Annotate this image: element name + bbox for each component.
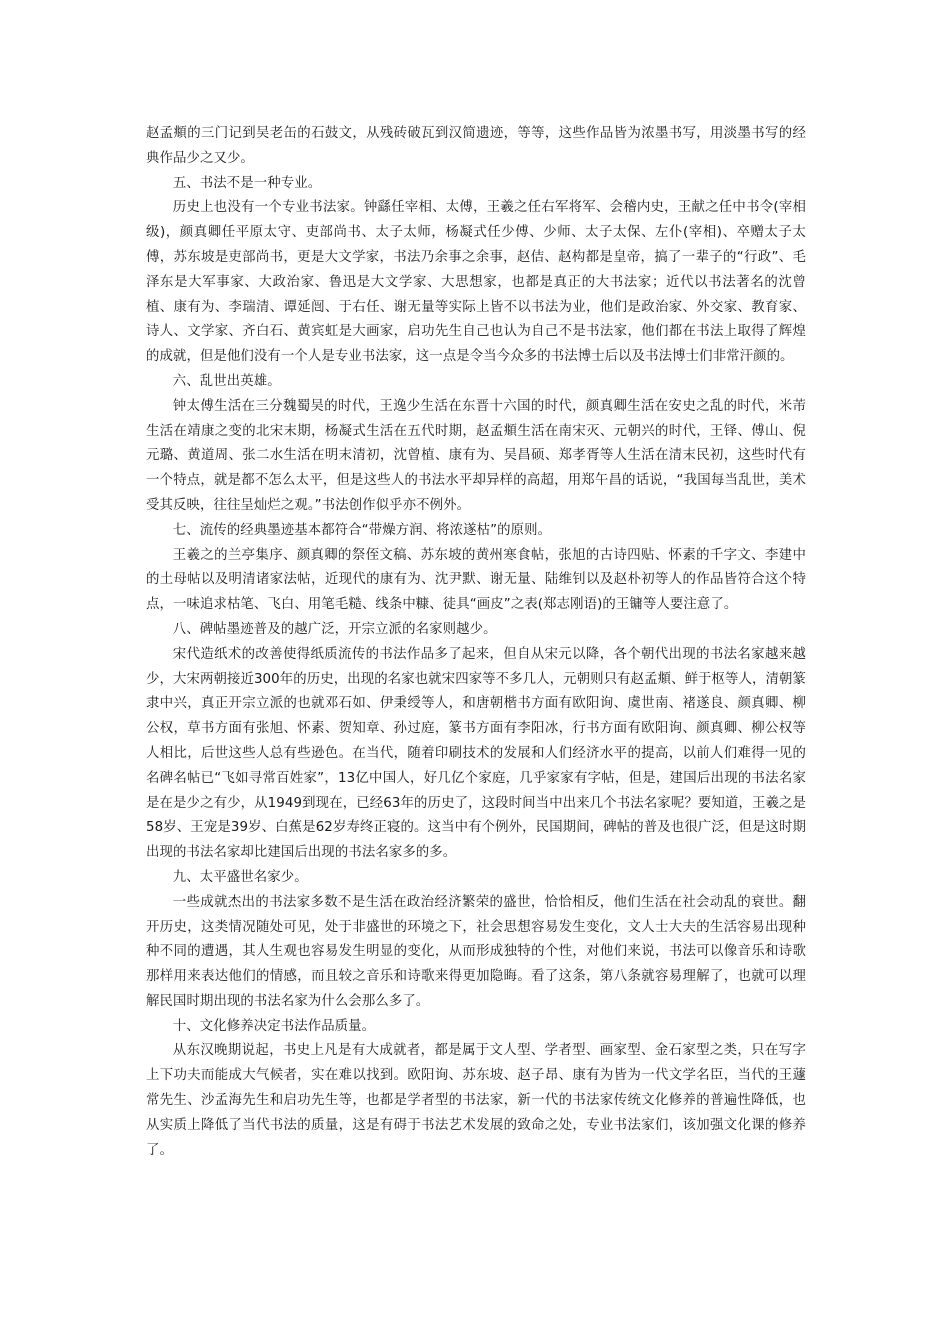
section-heading-5: 五、书法不是一种专业。 <box>172 175 322 191</box>
paragraph-section-6: 钟太傅生活在三分魏蜀吴的时代，王逸少生活在东晋十六国的时代，颜真卿生活在安史之乱的时代，米芾生活在靖康之变的北宋末期，杨凝式生活在五代时期，赵孟頫生活在南宋灭、元朝兴的时代，王铎、傅山、倪元璐、黄道周、张二水生活在明末清初，沈曾植、康有为、吴昌硕、郑孝胥等人生活在清末民初，这些时代有一个特点，就是都不怎么太平，但是这些人的书法水平却异样的高超，用郑午昌的话说，“我国每当乱世，美术受其反映，往往呈灿烂之观。”书法创作似乎亦不例外。 <box>146 398 806 513</box>
section-heading-6: 六、乱世出英雄。 <box>172 373 281 389</box>
paragraph-section-7: 王羲之的兰亭集序、颜真卿的祭侄文稿、苏东坡的黄州寒食帖，张旭的古诗四贴、怀素的千字文、李建中的土母帖以及明清诸家法帖，近现代的康有为、沈尹默、谢无量、陆维钊以及赵朴初等人的作品皆符合这个特点，一味追求枯笔、飞白、用笔毛糙、线条中糠、徒具“画皮”之表(郑志刚语)的王镛等人要注意了。 <box>146 547 806 613</box>
paragraph-section-8: 宋代造纸术的改善使得纸质流传的书法作品多了起来，但自从宋元以降，各个朝代出现的书法名家越来越少，大宋两朝接近300年的历史，出现的名家也就宋四家等不多几人，元朝则只有赵孟頫、鲜于枢等人，清朝篆隶中兴，真正开宗立派的也就邓石如、伊秉绶等人，和唐朝楷书方面有欧阳询、虞世南、褚遂良、颜真卿、柳公权，草书方面有张旭、怀素、贺知章、孙过庭，篆书方面有李阳冰，行书方面有欧阳询、颜真卿、柳公权等人相比，后世这些人总有些逊色。在当代，随着印刷技术的发展和人们经济水平的提高，以前人们难得一见的名碑名帖已“飞如寻常百姓家”，13亿中国人，好几亿个家庭，几乎家家有字帖，但是，建国后出现的书法名家是在是少之有少，从1949到现在，已经63年的历史了，这段时间当中出来几个书法名家呢？要知道，王羲之是58岁、王宠是39岁、白蕉是62岁寿终正寝的。这当中有个例外，民国期间，碑帖的普及也很广泛，但是这时期出现的书法名家却比建国后出现的书法名家多的多。 <box>146 646 806 861</box>
section-heading-10: 十、文化修养决定书法作品质量。 <box>172 1018 376 1034</box>
section-heading-7: 七、流传的经典墨迹基本都符合“带燥方润、将浓遂枯”的原则。 <box>172 522 552 538</box>
document-body <box>146 122 806 1163</box>
section-heading-8: 八、碑帖墨迹普及的越广泛，开宗立派的名家则越少。 <box>172 621 497 637</box>
paragraph-section-9: 一些成就杰出的书法家多数不是生活在政治经济繁荣的盛世，恰恰相反，他们生活在社会动乱的衰世。翻开历史，这类情况随处可见，处于非盛世的环境之下，社会思想容易发生变化，文人士大夫的生活容易出现种种不同的遭遇，其人生观也容易发生明显的变化，从而形成独特的个性，对他们来说，书法可以像音乐和诗歌那样用来表达他们的情感，而且较之音乐和诗歌来得更加隐晦。看了这条，第八条就容易理解了，也就可以理解民国时期出现的书法名家为什么会那么多了。 <box>146 894 806 1009</box>
paragraph-section-10: 从东汉晚期说起，书史上凡是有大成就者，都是属于文人型、学者型、画家型、金石家型之类，只在写字上下功夫而能成大气候者，实在难以找到。欧阳询、苏东坡、赵子昂、康有为皆为一代文学名臣，当代的王蘧常先生、沙孟海先生和启功先生等，也都是学者型的书法家，新一代的书法家传统文化修养的普遍性降低，也从实质上降低了当代书法的质量，这是有碍于书法艺术发展的致命之处，专业书法家们，该加强文化课的修养了。 <box>146 1043 806 1158</box>
paragraph-section-5: 历史上也没有一个专业书法家。钟繇任宰相、太傅，王羲之任右军将军、会稽内史，王献之任中书令(宰相级)，颜真卿任平原太守、吏部尚书、太子太师，杨凝式任少傅、少师、太子太保、左仆(宰相)、卒赠太子太傅，苏东坡是吏部尚书，更是大文学家，书法乃余事之余事，赵佶、赵构都是皇帝，搞了一辈子的“行政”、毛泽东是大军事家、大政治家、鲁迅是大文学家、大思想家，也都是真正的大书法家；近代以书法著名的沈曾植、康有为、李瑞清、谭延闿、于右任、谢无量等实际上皆不以书法为业，他们是政治家、外交家、教育家、诗人、文学家、齐白石、黄宾虹是大画家，启功先生自己也认为自己不是书法家，他们都在书法上取得了辉煌的成就，但是他们没有一个人是专业书法家，这一点是令当今众多的书法博士后以及书法博士们非常汗颜的。 <box>146 200 806 365</box>
paragraph-continuation: 赵孟頫的三门记到吴老缶的石鼓文，从残砖破瓦到汉简遗迹，等等，这些作品皆为浓墨书写，用淡墨书写的经典作品少之又少。 <box>146 126 806 166</box>
section-heading-9: 九、太平盛世名家少。 <box>172 869 308 885</box>
